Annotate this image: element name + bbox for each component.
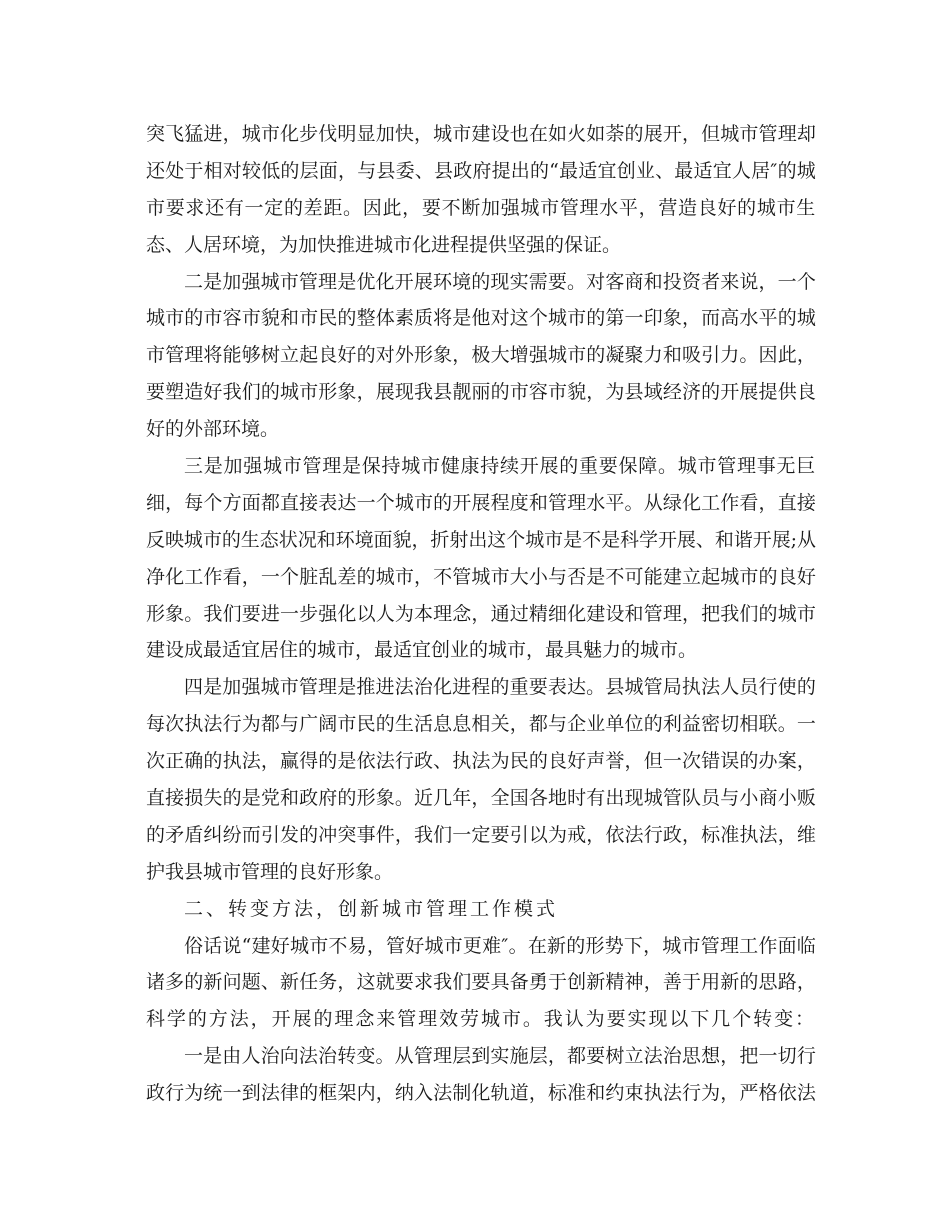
text-line: 俗话说“建好城市不易，管好城市更难″。在新的形势下，城市管理工作面临 bbox=[184, 934, 816, 957]
text-line: 还处于相对较低的层面，与县委、县政府提出的“最适宜创业、最适宜人居″的城 bbox=[146, 159, 816, 182]
document-body bbox=[146, 116, 816, 1112]
text-line: 城市的市容市貌和市民的整体素质将是他对这个城市的第一印象，而高水平的城 bbox=[146, 307, 816, 330]
text-line: 直接损失的是党和政府的形象。近几年，全国各地时有出现城管队员与小商小贩 bbox=[146, 787, 816, 810]
text-line: 政行为统一到法律的框架内，纳入法制化轨道，标准和约束执法行为，严格依法 bbox=[146, 1082, 816, 1105]
text-line: 好的外部环境。 bbox=[146, 418, 280, 441]
text-line: 二是加强城市管理是优化开展环境的现实需要。对客商和投资者来说，一个 bbox=[184, 270, 816, 293]
text-line: 突飞猛进，城市化步伐明显加快，城市建设也在如火如荼的展开，但城市管理却 bbox=[146, 123, 816, 145]
text-line: 形象。我们要进一步强化以人为本理念，通过精细化建设和管理，把我们的城市 bbox=[146, 602, 816, 625]
text-line: 的矛盾纠纷而引发的冲突事件，我们一定要引以为戒，依法行政，标准执法，维 bbox=[146, 823, 816, 846]
text-line: 建设成最适宜居住的城市，最适宜创业的城市，最具魅力的城市。 bbox=[146, 639, 698, 662]
text-line: 市管理将能够树立起良好的对外形象，极大增强城市的凝聚力和吸引力。因此， bbox=[146, 344, 816, 367]
text-line: 四是加强城市管理是推进法治化进程的重要表达。县城管局执法人员行使的 bbox=[184, 676, 816, 699]
text-line: 诸多的新问题、新任务，这就要求我们要具备勇于创新精神，善于用新的思路， bbox=[146, 971, 816, 994]
text-line: 次正确的执法，赢得的是依法行政、执法为民的良好声誉，但一次错误的办案， bbox=[146, 750, 816, 773]
text-line: 态、人居环境，为加快推进城市化进程提供坚强的保证。 bbox=[146, 233, 622, 256]
text-line: 一是由人治向法治转变。从管理层到实施层，都要树立法治思想，把一切行 bbox=[184, 1045, 816, 1068]
text-line: 市要求还有一定的差距。因此，要不断加强城市管理水平，营造良好的城市生 bbox=[146, 196, 816, 219]
text-line: 护我县城市管理的良好形象。 bbox=[146, 860, 394, 883]
text-line: 三是加强城市管理是保持城市健康持续开展的重要保障。城市管理事无巨 bbox=[184, 455, 816, 478]
text-line: 净化工作看，一个脏乱差的城市，不管城市大小与否是不可能建立起城市的良好 bbox=[146, 565, 816, 588]
text-line: 科学的方法，开展的理念来管理效劳城市。我认为要实现以下几个转变： bbox=[146, 1008, 816, 1031]
text-line: 要塑造好我们的城市形象，展现我县靓丽的市容市貌，为县域经济的开展提供良 bbox=[146, 381, 816, 404]
text-line: 细，每个方面都直接表达一个城市的开展程度和管理水平。从绿化工作看，直接 bbox=[146, 491, 816, 514]
text-line: 每次执法行为都与广阔市民的生活息息相关，都与企业单位的利益密切相联。一 bbox=[146, 713, 816, 736]
text-line: 二、转变方法，创新城市管理工作模式 bbox=[184, 897, 559, 920]
text-line: 反映城市的生态状况和环境面貌，折射出这个城市是不是科学开展、和谐开展;从 bbox=[146, 528, 816, 551]
